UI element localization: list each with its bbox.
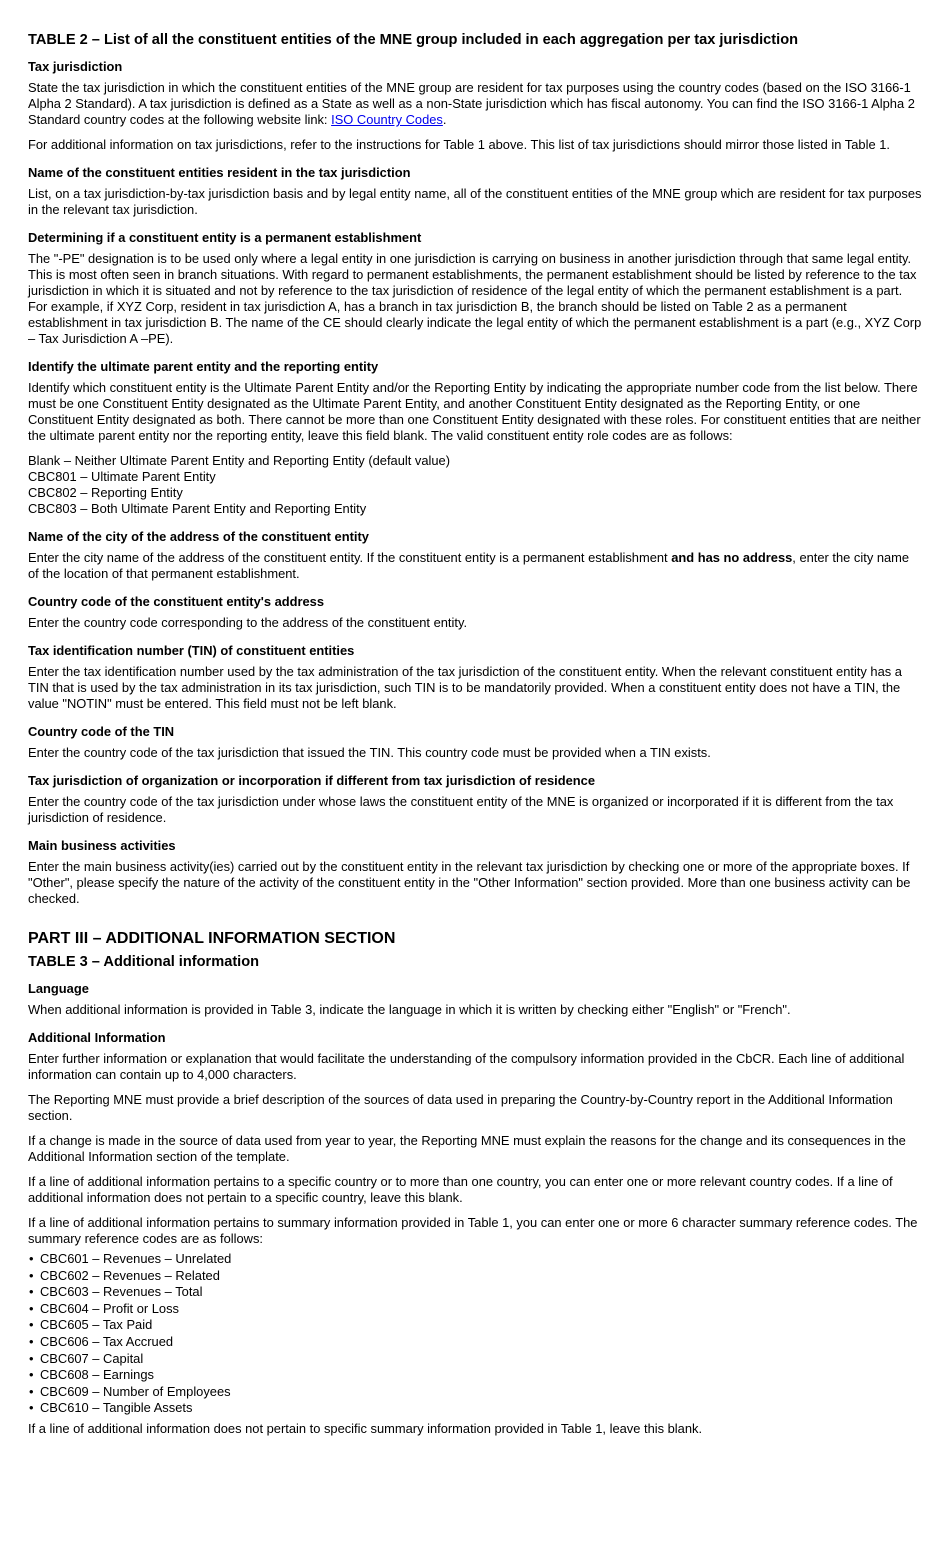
summary-code-text: CBC608 – Earnings xyxy=(40,1367,154,1383)
summary-reference-code-list xyxy=(28,1251,922,1417)
name-ce-heading: Name of the constituent entities resident in the tax jurisdiction xyxy=(28,165,411,180)
activities-heading: Main business activities xyxy=(28,838,176,853)
tax-jurisdiction-paragraph xyxy=(28,80,922,128)
list-item xyxy=(28,1317,922,1334)
section-tin-country xyxy=(28,724,922,761)
bullet-icon: • xyxy=(29,1317,34,1333)
tax-jurisdiction-text-end: . xyxy=(442,112,447,127)
incorporation-paragraph: Enter the country code of the tax jurisdiction under whose laws the constituent entity of the MNE is organized or incorporated if it is different from the tax jurisdiction of residence. xyxy=(28,794,894,825)
upe-paragraph: Identify which constituent entity is the Ultimate Parent Entity and/or the Reporting Entity by indicating the appropriate number code from the list below. There must be one Constituent Entity designated as the Ultimate Parent Entity, and another Constituent Entity designated as the Reporting Entity, or one Constituent Entity designated as both. There cannot be more than one Constituent Entity designated with these roles. For constituent entities that are neither the ultimate parent entity nor the reporting entity, leave this field blank. The valid constituent entity role codes are as follows: xyxy=(28,380,921,443)
tin-country-heading: Country code of the TIN xyxy=(28,724,175,739)
section-name-ce xyxy=(28,165,922,218)
tin-country-paragraph: Enter the country code of the tax jurisdiction that issued the TIN. This country code must be provided when a TIN exists. xyxy=(28,745,711,760)
additional-info-heading: Additional Information xyxy=(28,1030,166,1045)
summary-code-text: CBC607 – Capital xyxy=(40,1350,144,1366)
bullet-icon: • xyxy=(29,1383,34,1399)
summary-code-text: CBC602 – Revenues – Related xyxy=(40,1267,220,1283)
tax-jurisdiction-text: State the tax jurisdiction in which the constituent entities of the MNE group are resident for tax purposes using the country codes (based on the ISO 3166-1 Alpha 2 Standard). A tax jurisdiction is defined as a State as well as a non-State jurisdiction which has fiscal autonomy. You can find the ISO 3166-1 Alpha 2 Standard country codes at the following website link: xyxy=(28,80,915,127)
bullet-icon: • xyxy=(29,1333,34,1349)
additional-info-paragraph: If a line of additional information pertains to summary information provided in Table 1, you can enter one or more 6 character summary reference codes. The summary reference codes are as follows: xyxy=(28,1215,918,1246)
summary-code-text: CBC603 – Revenues – Total xyxy=(40,1284,203,1300)
additional-info-paragraph: The Reporting MNE must provide a brief description of the sources of data used in preparing the Country-by-Country report in the Additional Information section. xyxy=(28,1092,893,1123)
incorporation-heading: Tax jurisdiction of organization or incorporation if different from tax jurisdiction of residence xyxy=(28,773,595,788)
table3-title: TABLE 3 – Additional information xyxy=(28,954,260,970)
list-item xyxy=(28,1268,922,1285)
section-permanent-establishment xyxy=(28,230,922,347)
bullet-icon: • xyxy=(29,1251,34,1266)
country-address-heading: Country code of the constituent entity's address xyxy=(28,594,325,609)
activities-paragraph: Enter the main business activity(ies) carried out by the constituent entity in the relevant tax jurisdiction by checking one or more of the appropriate boxes. If "Other", please specify the nature of the activity of the constituent entity in the "Other Information" section provided. More than one business activity can be checked. xyxy=(28,859,911,906)
city-paragraph xyxy=(28,550,922,582)
list-item xyxy=(28,1334,922,1351)
language-heading: Language xyxy=(28,981,89,996)
section-additional-information xyxy=(28,1030,922,1437)
summary-code-text: CBC606 – Tax Accrued xyxy=(40,1333,174,1349)
city-text-end: , enter the city name of the location of that permanent establishment. xyxy=(28,550,910,581)
list-item xyxy=(28,1367,922,1384)
section-main-business-activities xyxy=(28,838,922,907)
pe-heading: Determining if a constituent entity is a permanent establishment xyxy=(28,230,422,245)
country-address-paragraph: Enter the country code corresponding to the address of the constituent entity. xyxy=(28,615,468,630)
list-item xyxy=(28,1284,922,1301)
list-item xyxy=(28,1301,922,1318)
part3-title: PART III – ADDITIONAL INFORMATION SECTION xyxy=(28,930,396,947)
section-language xyxy=(28,981,922,1018)
section-country-address xyxy=(28,594,922,631)
pe-paragraph xyxy=(28,251,922,347)
bullet-icon: • xyxy=(29,1350,34,1366)
summary-code-text: CBC610 – Tangible Assets xyxy=(40,1400,193,1416)
additional-info-paragraph: Enter further information or explanation that would facilitate the understanding of the compulsory information provided in the CbCR. Each line of additional information can contain up to 4,000 characters. xyxy=(28,1051,905,1082)
list-item xyxy=(28,1351,922,1368)
table2-title: TABLE 2 – List of all the constituent entities of the MNE group included in each aggregation per tax jurisdiction xyxy=(28,32,799,48)
additional-info-paragraph: If a line of additional information pertains to a specific country or to more than one country, you can enter one or more relevant country codes. If a line of additional information does not pertain to a specific country, leave this blank. xyxy=(28,1174,893,1205)
tin-heading: Tax identification number (TIN) of constituent entities xyxy=(28,643,355,658)
summary-code-text: CBC609 – Number of Employees xyxy=(40,1383,231,1399)
role-code-item: CBC803 – Both Ultimate Parent Entity and Reporting Entity xyxy=(28,501,367,516)
section-city xyxy=(28,529,922,582)
role-code-item: Blank – Neither Ultimate Parent Entity and Reporting Entity (default value) xyxy=(28,453,451,468)
role-code-item: CBC802 – Reporting Entity xyxy=(28,485,183,500)
summary-code-text: CBC601 – Revenues – Unrelated xyxy=(40,1251,232,1266)
additional-info-paragraph: If a change is made in the source of data used from year to year, the Reporting MNE must explain the reasons for the change and its consequences in the Additional Information section of the template. xyxy=(28,1133,906,1164)
upe-heading: Identify the ultimate parent entity and the reporting entity xyxy=(28,359,379,374)
role-code-item: CBC801 – Ultimate Parent Entity xyxy=(28,469,216,484)
bullet-icon: • xyxy=(29,1284,34,1300)
bullet-icon: • xyxy=(29,1267,34,1283)
list-item xyxy=(28,1400,922,1417)
tax-jurisdiction-heading: Tax jurisdiction xyxy=(28,59,123,74)
tin-paragraph: Enter the tax identification number used by the tax administration of the tax jurisdiction of the constituent entity. When the relevant constituent entity has a TIN that is used by the tax administration in its tax jurisdiction, such TIN is to be mandatorily provided. When a constituent entity does not have a TIN, the value "NOTIN" must be entered. This field must not be left blank. xyxy=(28,664,902,711)
role-code-list xyxy=(28,453,922,517)
section-upe xyxy=(28,359,922,517)
summary-code-text: CBC605 – Tax Paid xyxy=(40,1317,153,1333)
section-tin xyxy=(28,643,922,712)
section-tax-jurisdiction xyxy=(28,59,922,153)
pe-text: The "-PE" designation is to be used only where a legal entity in one jurisdiction is carrying on business in another jurisdiction through that same legal entity. This is most often seen in branch situations. With regard to permanent establishments, the permanent establishment should be listed by reference to the tax jurisdiction in which it is situated and not by reference to the tax jurisdiction of residence of the legal entity of which the permanent establishment is a part. xyxy=(28,251,917,298)
bullet-icon: • xyxy=(29,1367,34,1383)
city-bold-text: and has no address xyxy=(671,550,793,565)
iso-country-codes-link[interactable]: ISO Country Codes xyxy=(331,112,443,127)
list-item xyxy=(28,1384,922,1401)
section-incorporation xyxy=(28,773,922,826)
list-item xyxy=(28,1251,922,1268)
city-heading: Name of the city of the address of the constituent entity xyxy=(28,529,369,544)
pe-example-text: For example, if XYZ Corp, resident in tax jurisdiction A, has a branch in tax jurisdiction B, the branch should be listed on Table 2 as a permanent establishment in tax jurisdiction B. The name of the CE should clearly indicate the legal entity of which the permanent establishment is a part (e.g., XYZ Corp – Tax Jurisdiction A –PE). xyxy=(28,299,922,346)
additional-info-closing-paragraph: If a line of additional information does not pertain to specific summary information provided in Table 1, leave this blank. xyxy=(28,1420,703,1436)
city-text: Enter the city name of the address of the constituent entity. If the constituent entity is a permanent establishment xyxy=(28,550,672,565)
summary-code-text: CBC604 – Profit or Loss xyxy=(40,1300,179,1316)
language-paragraph: When additional information is provided in Table 3, indicate the language in which it is written by checking either "English" or "French". xyxy=(28,1002,791,1017)
name-ce-paragraph: List, on a tax jurisdiction-by-tax jurisdiction basis and by legal entity name, all of the constituent entities of the MNE group which are resident for tax purposes in the relevant tax jurisdiction. xyxy=(28,186,922,217)
bullet-icon: • xyxy=(29,1300,34,1316)
tax-jurisdiction-note: For additional information on tax jurisdictions, refer to the instructions for Table 1 above. This list of tax jurisdictions should mirror those listed in Table 1. xyxy=(28,137,890,152)
bullet-icon: • xyxy=(29,1400,34,1416)
